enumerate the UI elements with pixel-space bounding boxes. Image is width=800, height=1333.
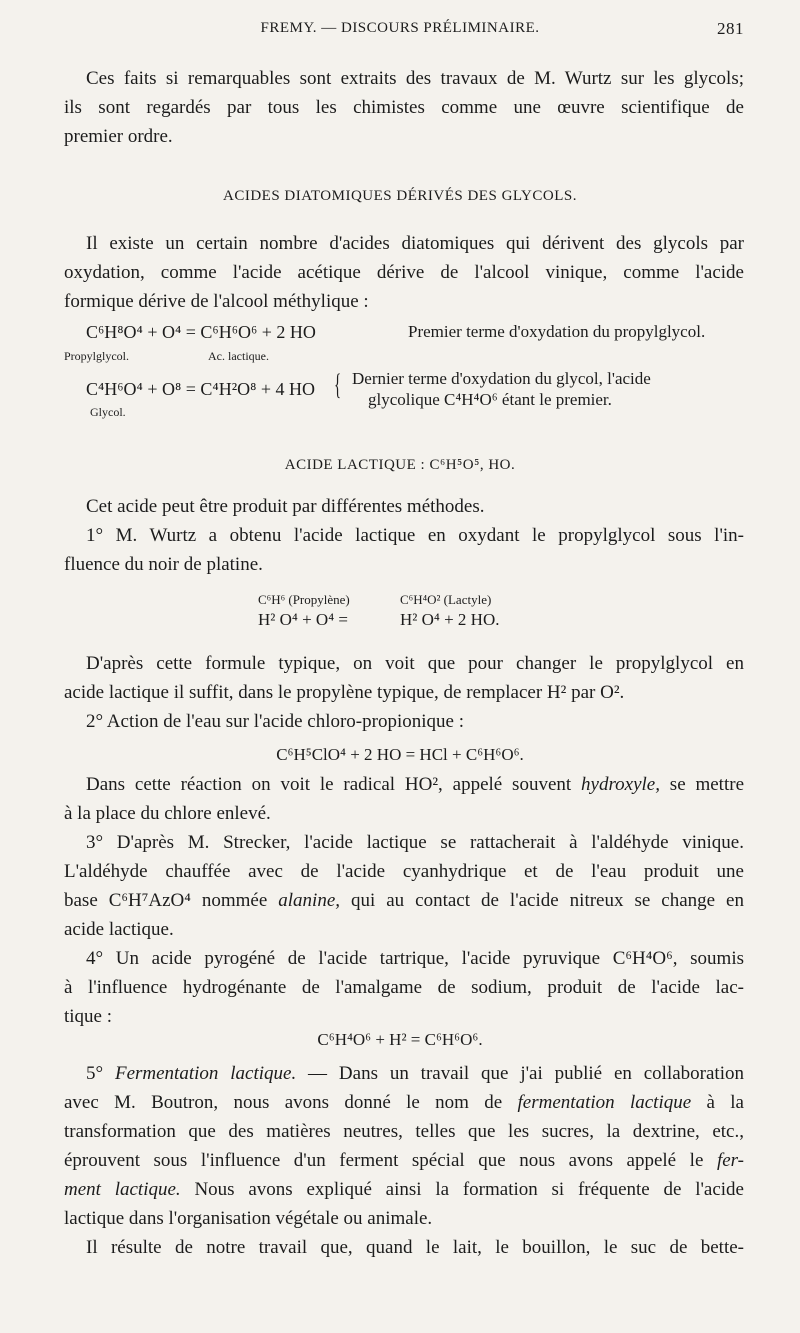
text-line: D'après cette formule typique, on voit que pour changer le propylglycol en: [86, 653, 744, 674]
formula-label: Propylglycol.: [64, 349, 129, 363]
text-line: acide lactique il suffit, dans le propylène typique, de remplacer H² par O².: [64, 682, 625, 703]
equation-note: Premier terme d'oxydation du propylglycol.: [408, 322, 706, 341]
text-line: fluence du noir de platine.: [64, 554, 263, 575]
brace: {: [334, 368, 342, 401]
formula-top: C⁶H⁴O² (Lactyle): [400, 592, 492, 607]
formula-label: Ac. lactique.: [208, 349, 269, 363]
text-line: ment lactique. Nous avons expliqué ainsi la formation si fréquente de l'acide: [64, 1179, 744, 1200]
text-line: avec M. Boutron, nous avons donné le nom de fermentation lactique à la: [64, 1092, 744, 1113]
text-line: 3° D'après M. Strecker, l'acide lactique se rattacherait à l'aldéhyde vinique.: [86, 832, 744, 853]
text-line: 1° M. Wurtz a obtenu l'acide lactique en oxydant le propylglycol sous l'in-: [86, 525, 744, 546]
text-line: Dans cette réaction on voit le radical HO², appelé souvent hydroxyle, se mettre: [86, 774, 745, 795]
page-number: 281: [717, 19, 744, 38]
text-line: à l'influence hydrogénante de l'amalgame de sodium, produit de l'acide lac-: [64, 977, 744, 998]
equation-note: Dernier terme d'oxydation du glycol, l'acide: [352, 369, 651, 388]
text-line: base C⁶H⁷AzO⁴ nommée alanine, qui au contact de l'acide nitreux se change en: [64, 890, 744, 911]
text-line: à la place du chlore enlevé.: [64, 803, 271, 824]
text-line: 2° Action de l'eau sur l'acide chloro-propionique :: [86, 711, 464, 732]
equation-glycol: C⁴H⁶O⁴ + O⁸ = C⁴H²O⁸ + 4 HO: [86, 379, 316, 399]
equation-propylglycol: C⁶H⁸O⁴ + O⁴ = C⁶H⁶O⁶ + 2 HO: [86, 322, 316, 342]
equation-pyruvic: C⁶H⁴O⁶ + H² = C⁶H⁶O⁶.: [317, 1030, 483, 1049]
equation-note: glycolique C⁴H⁴O⁶ étant le premier.: [368, 390, 612, 409]
running-head: FREMY. — DISCOURS PRÉLIMINAIRE.: [260, 20, 540, 36]
text-line: Il existe un certain nombre d'acides diatomiques qui dérivent des glycols par: [86, 233, 744, 254]
formula-bottom: H² O⁴ + 2 HO.: [400, 610, 500, 629]
text-line: éprouvent sous l'influence d'un ferment spécial que nous avons appelé le fer-: [64, 1150, 744, 1171]
text-line: Il résulte de notre travail que, quand le lait, le bouillon, le suc de bette-: [86, 1237, 744, 1258]
text-line: ils sont regardés par tous les chimistes comme une œuvre scientifique de: [64, 97, 744, 118]
text-line: Cet acide peut être produit par différentes méthodes.: [86, 496, 485, 517]
text-line: L'aldéhyde chauffée avec de l'acide cyanhydrique et de l'eau produit une: [64, 861, 744, 882]
formula-bottom: H² O⁴ + O⁴ =: [258, 610, 348, 629]
section-heading: ACIDES DIATOMIQUES DÉRIVÉS DES GLYCOLS.: [223, 188, 577, 204]
text-line: Ces faits si remarquables sont extraits des travaux de M. Wurtz sur les glycols;: [86, 68, 744, 89]
text-line: oxydation, comme l'acide acétique dérive de l'alcool vinique, comme l'acide: [64, 262, 744, 283]
formula-top: C⁶H⁶ (Propylène): [258, 592, 350, 607]
text-line: transformation que des matières neutres, telles que les sucres, la dextrine, etc.,: [64, 1121, 744, 1142]
text-line: 5° Fermentation lactique. — Dans un travail que j'ai publié en collaboration: [86, 1063, 744, 1084]
formula-label: Glycol.: [90, 405, 126, 419]
text-line: premier ordre.: [64, 126, 173, 147]
section-heading: ACIDE LACTIQUE : C⁶H⁵O⁵, HO.: [284, 457, 516, 473]
equation-chloropropionic: C⁶H⁵ClO⁴ + 2 HO = HCl + C⁶H⁶O⁶.: [276, 745, 524, 764]
text-line: formique dérive de l'alcool méthylique :: [64, 291, 369, 312]
text-line: lactique dans l'organisation végétale ou animale.: [64, 1208, 433, 1229]
text-line: 4° Un acide pyrogéné de l'acide tartrique, l'acide pyruvique C⁶H⁴O⁶, soumis: [86, 948, 744, 969]
text-line: tique :: [64, 1006, 113, 1027]
text-line: acide lactique.: [64, 919, 174, 940]
